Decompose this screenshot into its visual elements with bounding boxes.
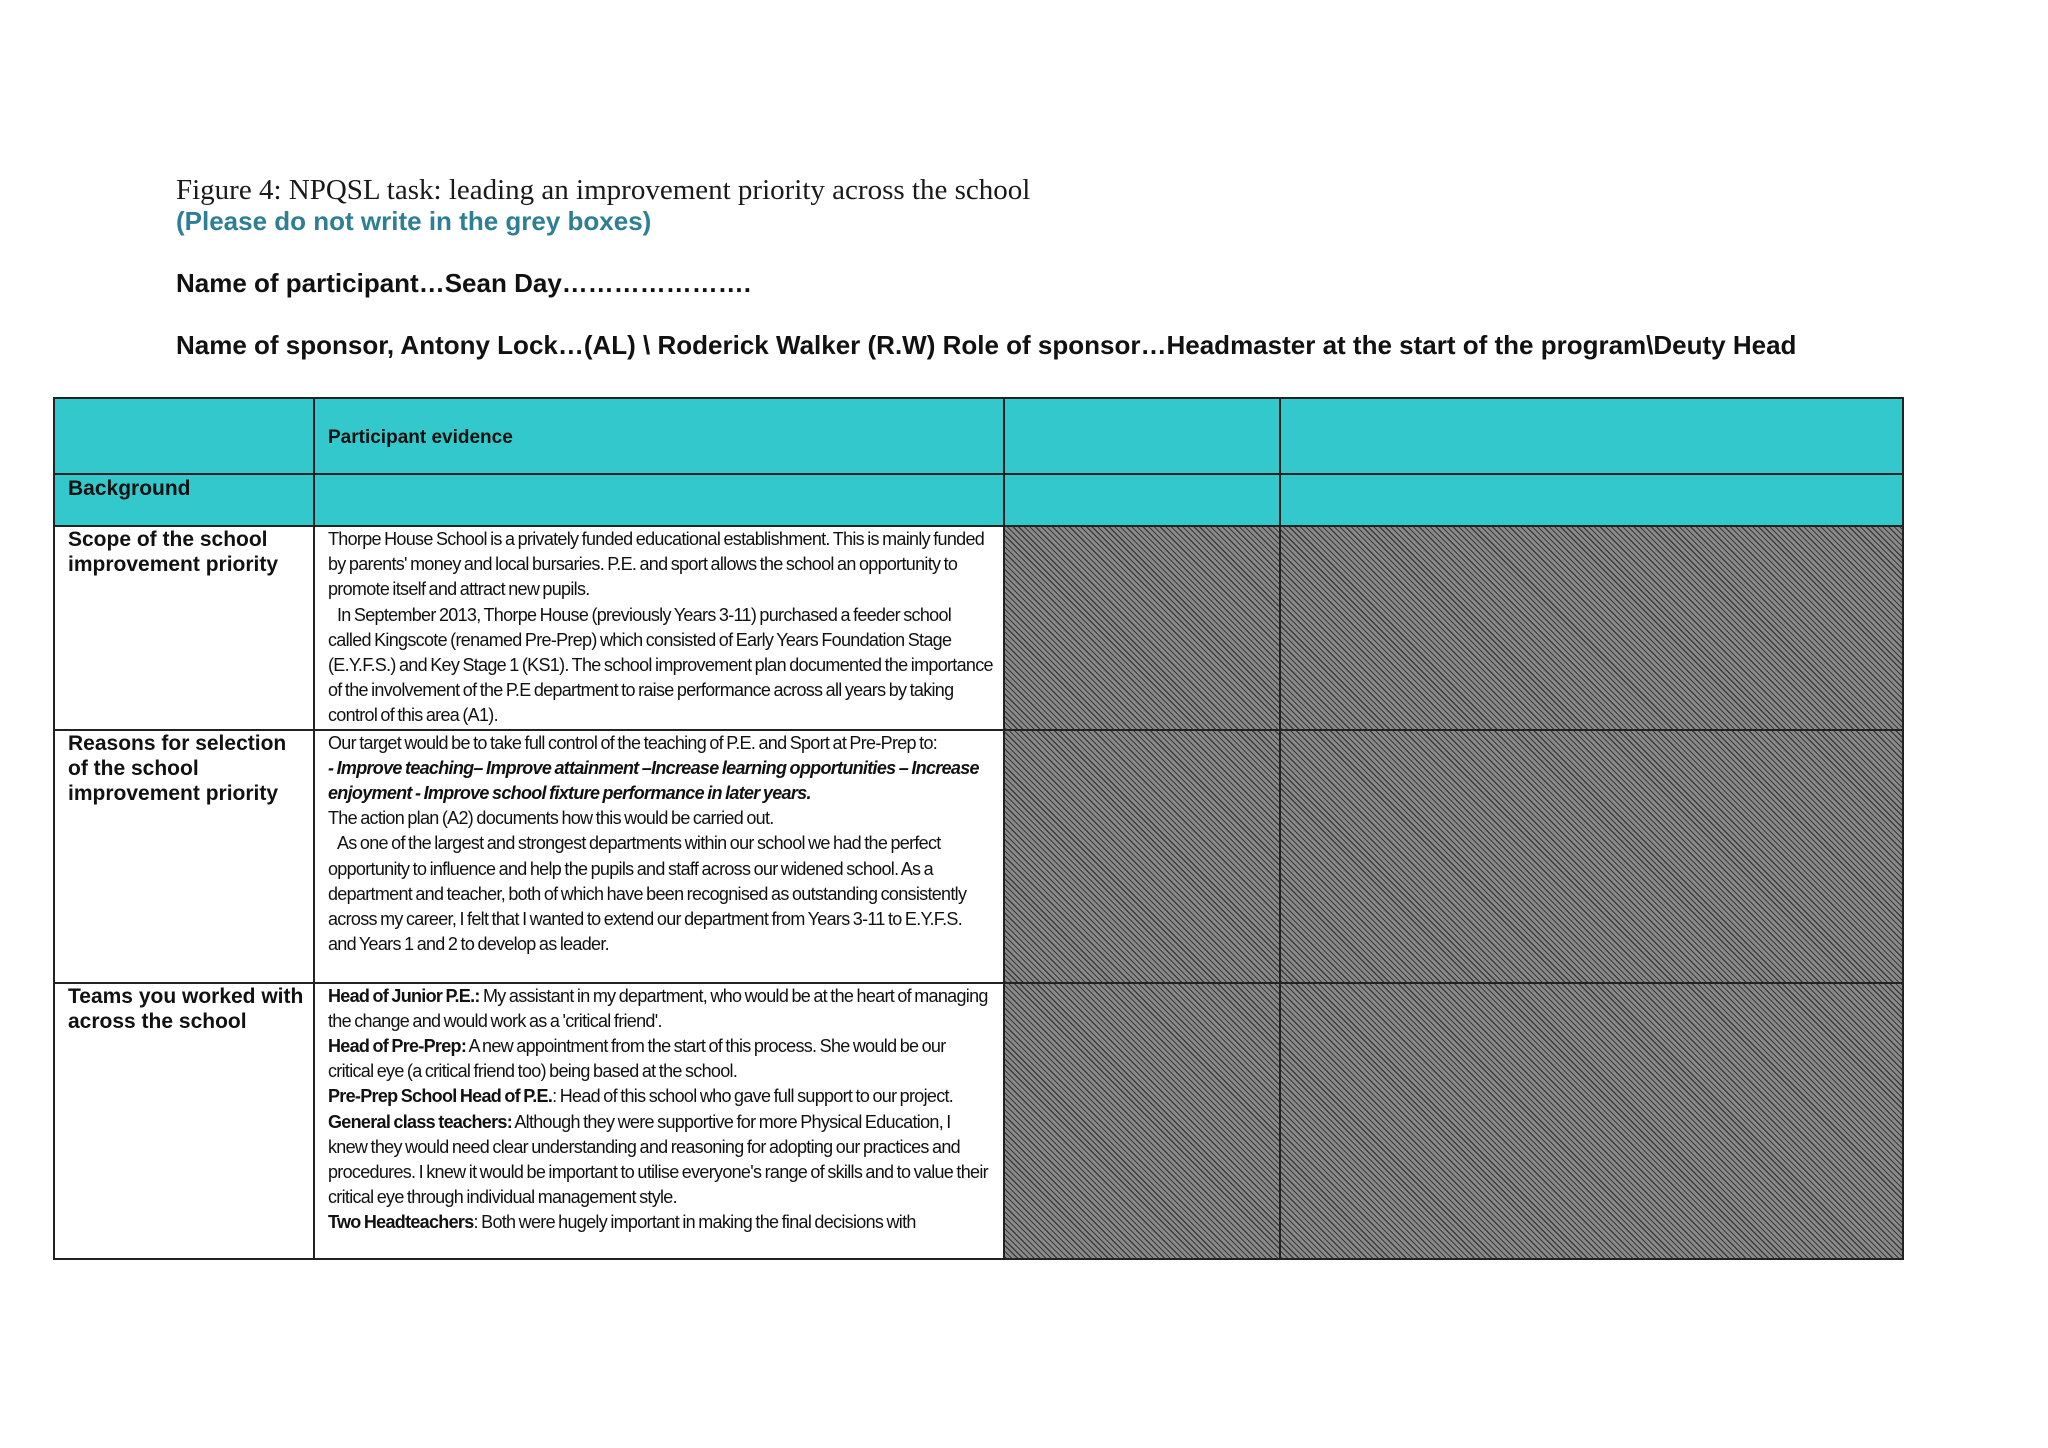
table-row — [54, 983, 1903, 1259]
team-entry — [328, 1034, 993, 1084]
background-cell-col3 — [1004, 474, 1280, 526]
team-entry — [328, 1084, 993, 1109]
background-cell-evidence — [314, 474, 1004, 526]
grey-boxes-note: (Please do not write in the grey boxes) — [176, 206, 652, 236]
grey-box — [1004, 526, 1280, 730]
scope-evidence-text — [315, 527, 1003, 729]
teams-evidence-text — [315, 984, 1003, 1258]
scope-paragraph: Thorpe House School is a privately funded educational establishment. This is mainly funded by parents' money and local bursaries. P.E. and sport allows the school an opportunity to promote itself and attract new pupils. — [328, 529, 985, 600]
evidence-cell[interactable] — [314, 730, 1004, 983]
grey-box — [1280, 526, 1903, 730]
background-label: Background — [68, 477, 191, 500]
team-title: Head of Pre-Prep: — [328, 1036, 467, 1057]
team-title: Head of Junior P.E.: — [328, 985, 480, 1006]
evidence-cell[interactable] — [314, 983, 1004, 1259]
team-entry — [328, 1110, 993, 1211]
team-text: Although they were supportive for more Physical Education, I knew they would need clear understanding and reasoning for adopting our practices and procedures. I knew it would be important to utilise everyone's range of skills and to value their critical eye through individual management style. — [328, 1111, 988, 1208]
evidence-table — [53, 397, 1904, 1260]
table-header-row — [54, 398, 1903, 474]
participant-evidence-heading: Participant evidence — [328, 427, 513, 448]
grey-box — [1280, 730, 1903, 983]
team-text: A new appointment from the start of this process. She would be our critical eye (a critical friend too) being based at the school. — [328, 1036, 946, 1082]
scope-paragraph: In September 2013, Thorpe House (previously Years 3-11) purchased a feeder school called Kingscote (renamed Pre-Prep) which consisted of Early Years Foundation Stage (E.Y.F.S.) and Key Stage 1 (KS1). The school improvement plan documented the importance of the involvement of the P.E department to raise performance across all years by taking control of this area (A1). — [328, 604, 993, 726]
header-cell-evidence — [314, 398, 1004, 474]
header-cell-col3 — [1004, 398, 1280, 474]
background-cell-col4 — [1280, 474, 1903, 526]
reasons-action-plan: The action plan (A2) documents how this would be carried out. — [328, 808, 774, 829]
teams-label: Teams you worked with across the school — [68, 984, 304, 1033]
table-row — [54, 526, 1903, 730]
sponsor-name-line: Name of sponsor, Antony Lock…(AL) \ Roderick Walker (R.W) Role of sponsor…Headmaster at the start of the program\Deuty Head — [176, 330, 1797, 360]
row-label-cell — [54, 526, 314, 730]
row-label-cell — [54, 730, 314, 983]
background-row — [54, 474, 1903, 526]
header-cell-col4 — [1280, 398, 1903, 474]
team-title: Two Headteachers — [328, 1212, 474, 1233]
reasons-label: Reasons for selection of the school improvement priority — [68, 731, 287, 805]
team-text: My assistant in my department, who would be at the heart of managing the change and would work as a 'critical friend'. — [328, 985, 988, 1031]
team-entry — [328, 984, 993, 1034]
team-title: Pre-Prep School Head of P.E. — [328, 1086, 553, 1107]
reasons-evidence-text — [315, 731, 1003, 958]
evidence-cell[interactable] — [314, 526, 1004, 730]
participant-name-line: Name of participant…Sean Day…………………. — [176, 268, 751, 298]
row-label-cell — [54, 983, 314, 1259]
grey-box — [1004, 730, 1280, 983]
team-text: : Head of this school who gave full support to our project. — [552, 1086, 954, 1107]
scope-label: Scope of the school improvement priority — [68, 528, 279, 576]
reasons-emphasis: - Improve teaching– Improve attainment –Increase learning opportunities – Increase enjoyment - Improve school fixture performance in later years. — [328, 757, 979, 804]
header-cell-empty — [54, 398, 314, 474]
grey-box — [1004, 983, 1280, 1259]
grey-box — [1280, 983, 1903, 1259]
team-title: General class teachers: — [328, 1111, 513, 1132]
background-label-cell — [54, 474, 314, 526]
reasons-intro: Our target would be to take full control of the teaching of P.E. and Sport at Pre-Prep to: — [328, 732, 938, 753]
team-text: : Both were hugely important in making the final decisions with — [473, 1212, 916, 1233]
table-row — [54, 730, 1903, 983]
reasons-closing: As one of the largest and strongest departments within our school we had the perfect opportunity to influence and help the pupils and staff across our widened school. As a department and teacher, both of which have been recognised as outstanding consistently across my career, I felt that I wanted to extend our department from Years 3-11 to E.Y.F.S. and Years 1 and 2 to develop as leader. — [328, 833, 967, 955]
figure-title: Figure 4: NPQSL task: leading an improvement priority across the school — [176, 174, 1031, 206]
team-entry — [328, 1210, 993, 1235]
